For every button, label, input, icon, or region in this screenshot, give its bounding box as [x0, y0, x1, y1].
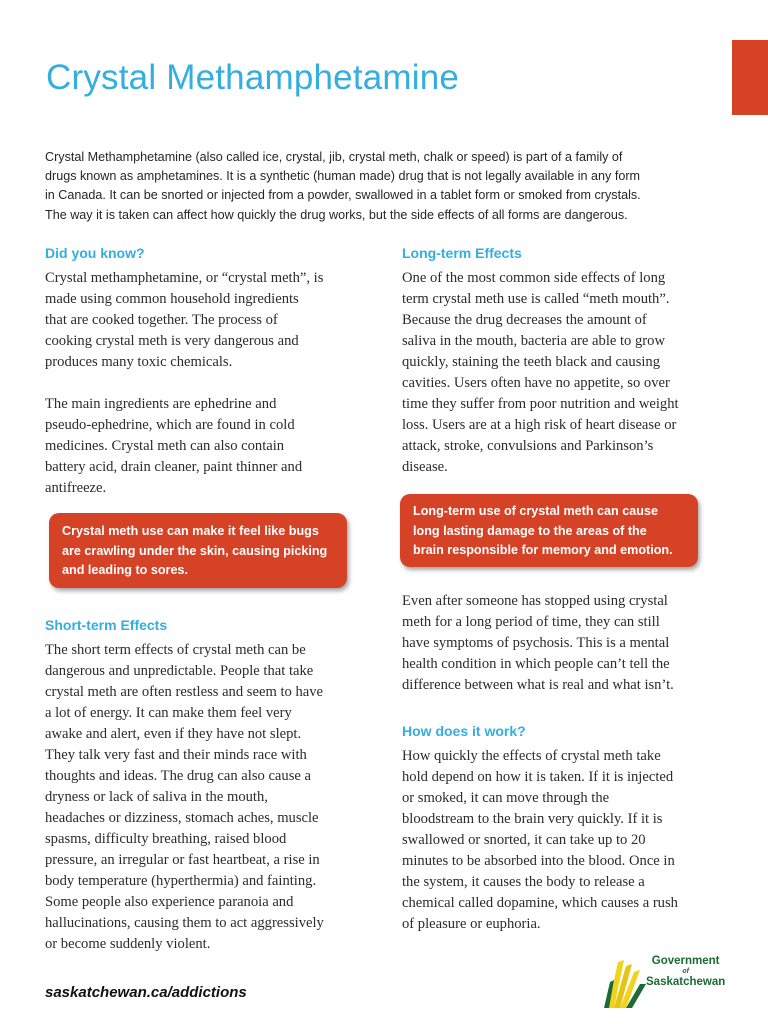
text-line: headaches or dizziness, stomach aches, muscle — [45, 810, 319, 826]
text-line: awake and alert, even if they have not slept. — [45, 726, 302, 742]
text-line: spasms, difficulty breathing, raised blood — [45, 831, 287, 847]
text-line: cooking crystal meth is very dangerous and — [45, 333, 299, 349]
short-term-paragraph — [45, 640, 375, 955]
text-line: bloodstream to the brain very quickly. If it is — [402, 811, 663, 827]
text-line: minutes to be absorbed into the blood. Once in — [402, 853, 675, 869]
psychosis-paragraph — [402, 591, 732, 696]
intro-line: Crystal Methamphetamine (also called ice, crystal, jib, crystal meth, chalk or speed) is part of a family of — [45, 150, 623, 164]
text-line: the system, it causes the body to release a — [402, 874, 645, 890]
callout-line: and leading to sores. — [62, 563, 188, 577]
logo-wordmark — [646, 954, 725, 989]
logo-line-of: of — [682, 968, 689, 975]
text-line: The short term effects of crystal meth can be — [45, 642, 306, 658]
text-line: have symptoms of psychosis. This is a mental — [402, 635, 670, 651]
text-line: that are cooked together. The process of — [45, 312, 278, 328]
text-line: disease. — [402, 459, 448, 475]
text-line: saliva in the mouth, bacteria are able to grow — [402, 333, 665, 349]
how-it-works-paragraph — [402, 746, 732, 935]
text-line: meth for a long period of time, they can still — [402, 614, 660, 630]
callout-line: are crawling under the skin, causing picking — [62, 543, 328, 558]
intro-line: in Canada. It can be snorted or injected from a powder, swallowed in a tablet form or smoked from crystals. — [45, 188, 641, 203]
text-line: The main ingredients are ephedrine and — [45, 396, 277, 412]
text-line: term crystal meth use is called “meth mouth”. — [402, 291, 670, 307]
text-line: body temperature (hyperthermia) and fainting. — [45, 873, 317, 889]
text-line: a lot of energy. It can make them feel very — [45, 705, 292, 721]
text-line: swallowed or snorted, it can take up to 20 — [402, 832, 646, 848]
short-term-heading: Short-term Effects — [45, 617, 168, 633]
callout-long-term-damage — [400, 494, 698, 567]
text-line: or become suddenly violent. — [45, 936, 211, 952]
text-line: or smoked, it can move through the — [402, 790, 610, 806]
callout-line: Crystal meth use can make it feel like bugs — [62, 524, 319, 538]
text-line: Crystal methamphetamine, or “crystal meth”, is — [45, 270, 324, 286]
text-line: chemical called dopamine, which causes a rush — [402, 895, 678, 911]
text-line: dryness or lack of saliva in the mouth, — [45, 789, 268, 805]
did-you-know-heading: Did you know? — [45, 245, 145, 261]
text-line: Because the drug decreases the amount of — [402, 312, 647, 328]
callout-line: Long-term use of crystal meth can cause — [413, 504, 658, 518]
text-line: difference between what is real and what isn’t. — [402, 677, 674, 693]
government-of-saskatchewan-logo — [604, 948, 734, 1010]
text-line: produces many toxic chemicals. — [45, 354, 233, 370]
text-line: pseudo-ephedrine, which are found in cold — [45, 417, 295, 433]
callout-bugs — [49, 513, 347, 588]
text-line: battery acid, drain cleaner, paint thinner and — [45, 459, 303, 475]
text-line: dangerous and unpredictable. People that take — [45, 663, 314, 679]
text-line: health condition in which people can’t tell the — [402, 656, 670, 672]
text-line: of pleasure or euphoria. — [402, 916, 541, 932]
logo-line-saskatchewan: Saskatchewan — [646, 976, 726, 988]
text-line: One of the most common side effects of long — [402, 270, 666, 286]
text-line: Even after someone has stopped using crystal — [402, 593, 668, 609]
text-line: time they suffer from poor nutrition and weight — [402, 396, 679, 412]
text-line: quickly, staining the teeth black and causing — [402, 354, 661, 370]
text-line: How quickly the effects of crystal meth take — [402, 748, 661, 764]
text-line: made using common household ingredients — [45, 291, 299, 307]
text-line: antifreeze. — [45, 480, 107, 496]
page-title: Crystal Methamphetamine — [46, 58, 460, 97]
did-you-know-paragraph-1 — [45, 268, 375, 373]
did-you-know-paragraph-2 — [45, 394, 375, 499]
text-line: cavities. Users often have no appetite, so over — [402, 375, 670, 391]
callout-line: long lasting damage to the areas of the — [413, 523, 647, 538]
intro-line: drugs known as amphetamines. It is a synthetic (human made) drug that is not legally available in any form — [45, 169, 641, 184]
callout-line: brain responsible for memory and emotion. — [413, 543, 673, 557]
logo-line-government: Government — [651, 955, 720, 967]
wheat-sheaf-icon — [604, 948, 648, 1010]
how-it-works-heading: How does it work? — [402, 723, 526, 739]
long-term-heading: Long-term Effects — [402, 245, 522, 261]
side-tab-decoration — [732, 40, 768, 115]
text-line: medicines. Crystal meth can also contain — [45, 438, 285, 454]
text-line: attack, stroke, convulsions and Parkinson’s — [402, 438, 654, 454]
intro-line: The way it is taken can affect how quickly the drug works, but the side effects of all forms are dangerous. — [45, 207, 628, 222]
text-line: They talk very fast and their minds race with — [45, 747, 307, 763]
text-line: hallucinations, causing them to act aggressively — [45, 915, 324, 931]
text-line: crystal meth are often restless and seem to have — [45, 684, 323, 700]
text-line: loss. Users are at a high risk of heart disease or — [402, 417, 677, 433]
addictions-website-link[interactable]: saskatchewan.ca/addictions — [45, 984, 247, 1001]
intro-paragraph — [45, 148, 715, 225]
text-line: Some people also experience paranoia and — [45, 894, 294, 910]
text-line: thoughts and ideas. The drug can also cause a — [45, 768, 311, 784]
text-line: hold depend on how it is taken. If it is injected — [402, 769, 674, 785]
long-term-paragraph — [402, 268, 732, 478]
text-line: pressure, an irregular or fast heartbeat, a rise in — [45, 852, 320, 868]
